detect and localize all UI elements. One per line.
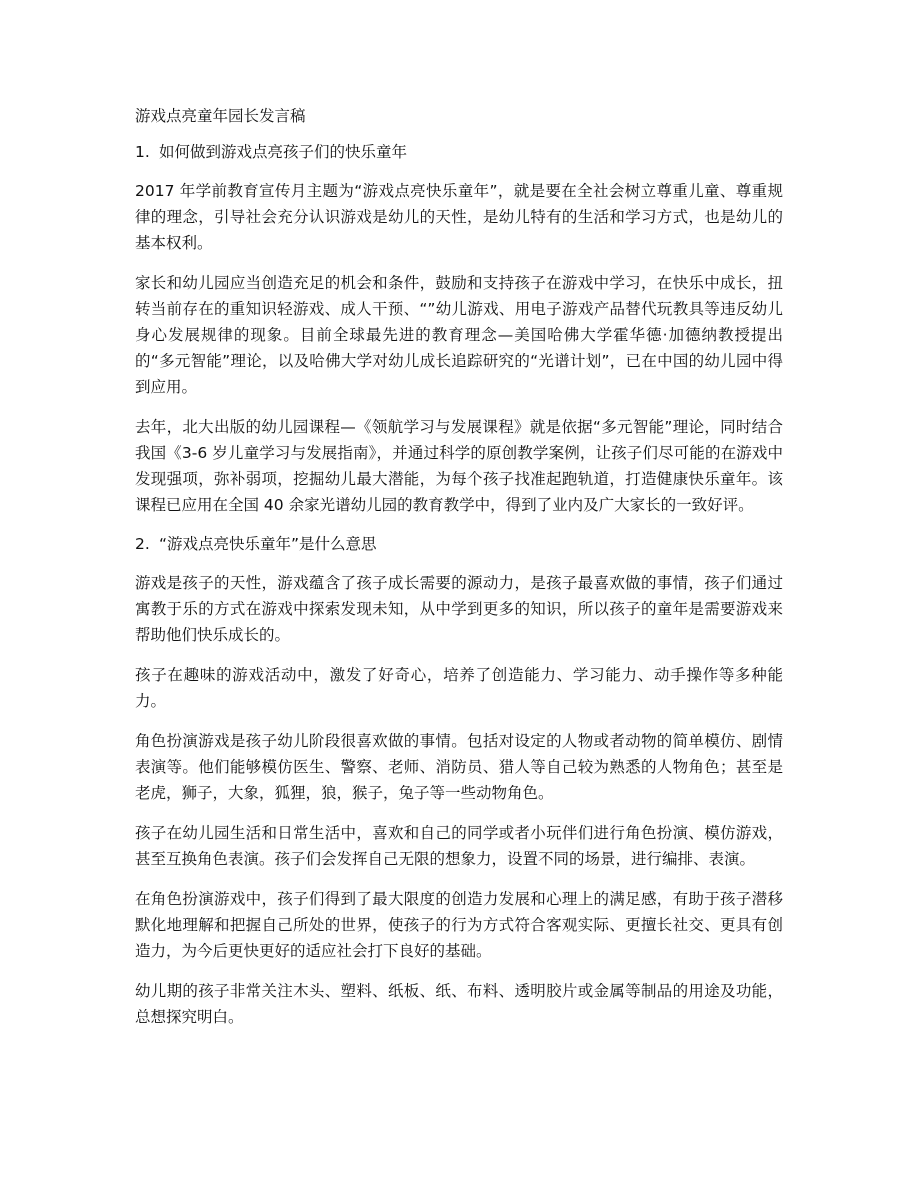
document-title: 游戏点亮童年园长发言稿 [135,107,306,125]
paragraph: 孩子在幼儿园生活和日常生活中，喜欢和自己的同学或者小玩伴们进行角色扮演、模仿游戏，甚至互换角色表演。孩子们会发挥自己无限的想象力，设置不同的场景，进行编排、表演。 [135,824,783,868]
paragraph: 2017 年学前教育宣传月主题为“游戏点亮快乐童年”，就是要在全社会树立尊重儿童、尊重规律的理念，引导社会充分认识游戏是幼儿的天性，是幼儿特有的生活和学习方式，也是幼儿的基本权利。 [135,182,783,252]
paragraph: 幼儿期的孩子非常关注木头、塑料、纸板、纸、布料、透明胶片或金属等制品的用途及功能，总想探究明白。 [135,982,783,1026]
paragraph: 家长和幼儿园应当创造充足的机会和条件，鼓励和支持孩子在游戏中学习，在快乐中成长，扭转当前存在的重知识轻游戏、成人干预、“”幼儿游戏、用电子游戏产品替代玩教具等违反幼儿身心发展规律的现象。目前全球最先进的教育理念—美国哈佛大学霍华德·加德纳教授提出的“多元智能”理论，以及哈佛大学对幼儿成长追踪研究的“光谱计划”，已在中国的幼儿园中得到应用。 [135,274,783,396]
paragraph: 在角色扮演游戏中，孩子们得到了最大限度的创造力发展和心理上的满足感，有助于孩子潜移默化地理解和把握自己所处的世界，使孩子的行为方式符合客观实际、更擅长社交、更具有创造力，为今后更快更好的适应社会打下良好的基础。 [135,890,783,960]
document-page [135,104,783,1044]
section-heading-text: 如何做到游戏点亮孩子们的快乐童年 [159,143,408,161]
section-heading-2 [135,532,783,556]
paragraph: 孩子在趣味的游戏活动中，激发了好奇心，培养了创造能力、学习能力、动手操作等多种能力。 [135,666,783,710]
paragraph: 游戏是孩子的天性，游戏蕴含了孩子成长需要的源动力，是孩子最喜欢做的事情，孩子们通过寓教于乐的方式在游戏中探索发现未知，从中学到更多的知识，所以孩子的童年是需要游戏来帮助他们快乐成长的。 [135,574,783,644]
paragraph: 角色扮演游戏是孩子幼儿阶段很喜欢做的事情。包括对设定的人物或者动物的简单模仿、剧情表演等。他们能够模仿医生、警察、老师、消防员、猎人等自己较为熟悉的人物角色；甚至是老虎，狮子，大象，狐狸，狼，猴子，兔子等一些动物角色。 [135,732,783,802]
section-heading-text: “游戏点亮快乐童年”是什么意思 [159,535,377,553]
section-number: 2. [135,535,150,553]
section-number: 1. [135,143,150,161]
paragraph: 去年，北大出版的幼儿园课程—《领航学习与发展课程》就是依据“多元智能”理论，同时结合我国《3-6 岁儿童学习与发展指南》，并通过科学的原创教学案例，让孩子们尽可能的在游戏中发现强项，弥补弱项，挖掘幼儿最大潜能，为每个孩子找准起跑轨道，打造健康快乐童年。该课程已应用在全国 40 余家光谱幼儿园的教育教学中，得到了业内及广大家长的一致好评。 [135,418,783,514]
section-heading-1 [135,140,783,164]
